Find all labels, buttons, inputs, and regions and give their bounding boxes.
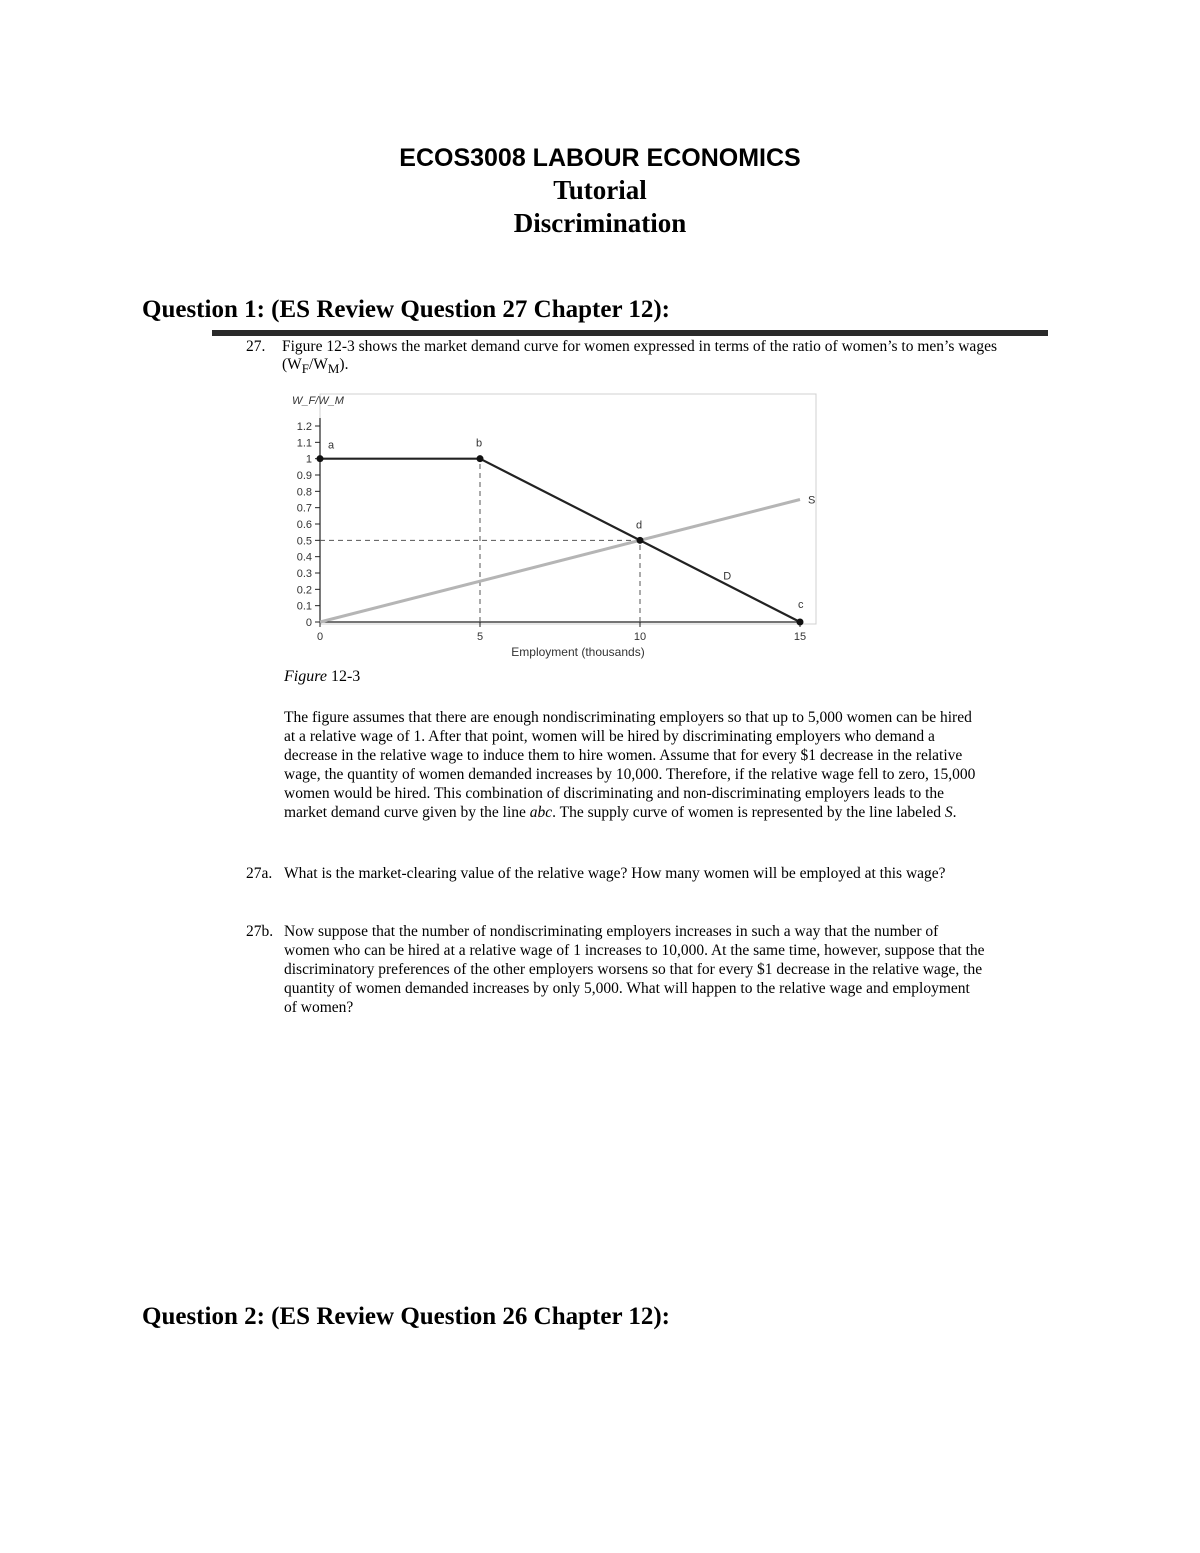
intro-sub-m: M xyxy=(327,361,340,377)
y-tick-label: 1.2 xyxy=(296,421,312,433)
plot-frame xyxy=(320,394,816,624)
x-tick-label: 15 xyxy=(793,631,807,643)
question-27b-label: 27b. xyxy=(246,923,274,940)
intro-end: ). xyxy=(339,356,349,373)
question-27a-text: What is the market-clearing value of the relative wage? How many women will be employed at this wage? xyxy=(284,865,946,882)
explanation-end: . xyxy=(952,804,957,821)
x-tick-label: 5 xyxy=(476,631,484,643)
point-b-label: b xyxy=(476,437,483,450)
explanation-italic-s: S xyxy=(944,804,953,821)
figure-explanation xyxy=(284,708,984,822)
y-tick-label: 0.6 xyxy=(296,519,312,531)
explanation-italic-abc: abc xyxy=(529,804,553,821)
figure-caption xyxy=(284,668,360,686)
y-tick-label: 0.7 xyxy=(296,502,312,515)
y-tick-label: 0.8 xyxy=(296,486,312,499)
series-d-label: D xyxy=(723,570,732,583)
y-tick-label: 0.1 xyxy=(296,600,312,613)
course-title: ECOS3008 LABOUR ECONOMICS xyxy=(399,144,801,172)
document-header xyxy=(0,142,1200,240)
explanation-mid: . The supply curve of women is represented by the line labeled xyxy=(552,804,941,821)
question-number: 27. xyxy=(246,338,266,355)
intro-mid: /W xyxy=(308,356,328,373)
question-27a xyxy=(246,864,986,883)
question-27-intro xyxy=(248,338,1008,378)
question-27b xyxy=(246,922,986,1017)
caption-figure-word: Figure xyxy=(284,668,327,685)
series-s-label: S xyxy=(808,494,816,507)
y-tick-label: 1 xyxy=(305,453,312,466)
x-tick-label: 0 xyxy=(316,631,324,643)
point-d-marker xyxy=(637,537,644,544)
chart-svg xyxy=(260,386,820,666)
y-tick-label: 0.5 xyxy=(296,535,312,548)
intro-text: Figure 12-3 shows the market demand curve for women expressed in terms of the ratio of women’s to men’s wages (W xyxy=(282,338,997,373)
point-a-marker xyxy=(317,455,324,462)
point-c-marker xyxy=(797,619,804,626)
question-2-heading: Question 2: (ES Review Question 26 Chapter 12): xyxy=(142,1303,671,1330)
y-axis-label: W_F/W_M xyxy=(292,395,344,407)
x-tick-label: 10 xyxy=(633,631,647,643)
question-27b-text: Now suppose that the number of nondiscriminating employers increases in such a way that the number of women who can be hired at a relative wage of 1 increases to 10,000. At the same time, however, suppose that the discriminatory preferences of the other employers worsens so that for every $1 decrease in the relative wage, the quantity of women demanded increases by only 5,000. What will happen to the relative wage and employment of women? xyxy=(284,923,985,1016)
y-tick-label: 1.1 xyxy=(296,437,312,450)
point-a-label: a xyxy=(328,439,335,452)
caption-number: 12-3 xyxy=(330,668,361,685)
y-tick-label: 0.9 xyxy=(296,470,312,482)
series-s-line xyxy=(320,500,800,623)
y-tick-label: 0.4 xyxy=(296,551,312,564)
question-1-heading: Question 1: (ES Review Question 27 Chapter 12): xyxy=(142,296,671,323)
x-axis-label: Employment (thousands) xyxy=(511,645,645,659)
intro-sub-f: F xyxy=(301,361,309,377)
y-tick-label: 0.3 xyxy=(296,568,312,580)
figure-12-3-chart xyxy=(260,386,820,686)
point-c-label: c xyxy=(798,599,804,611)
point-b-marker xyxy=(477,455,484,462)
topic-title: Discrimination xyxy=(513,208,687,238)
question-27a-label: 27a. xyxy=(246,865,273,882)
excerpt-top-rule xyxy=(212,330,1048,336)
y-tick-label: 0 xyxy=(305,617,312,629)
tutorial-label: Tutorial xyxy=(553,175,647,205)
y-tick-label: 0.2 xyxy=(296,584,312,597)
explanation-text: The figure assumes that there are enough nondiscriminating employers so that up to 5,000 women can be hired at a relative wage of 1. After that point, women will be hired by discriminating employers who demand a decrease in the relative wage to induce them to hire women. Assume that for every $1 decrease in the relative wage, the quantity of women demanded increases by 10,000. Therefore, if the relative wage fell to zero, 15,000 women would be hired. This combination of discriminating and non-discriminating employers leads to the market demand curve given by the line xyxy=(284,709,976,821)
point-d-label: d xyxy=(636,519,643,532)
